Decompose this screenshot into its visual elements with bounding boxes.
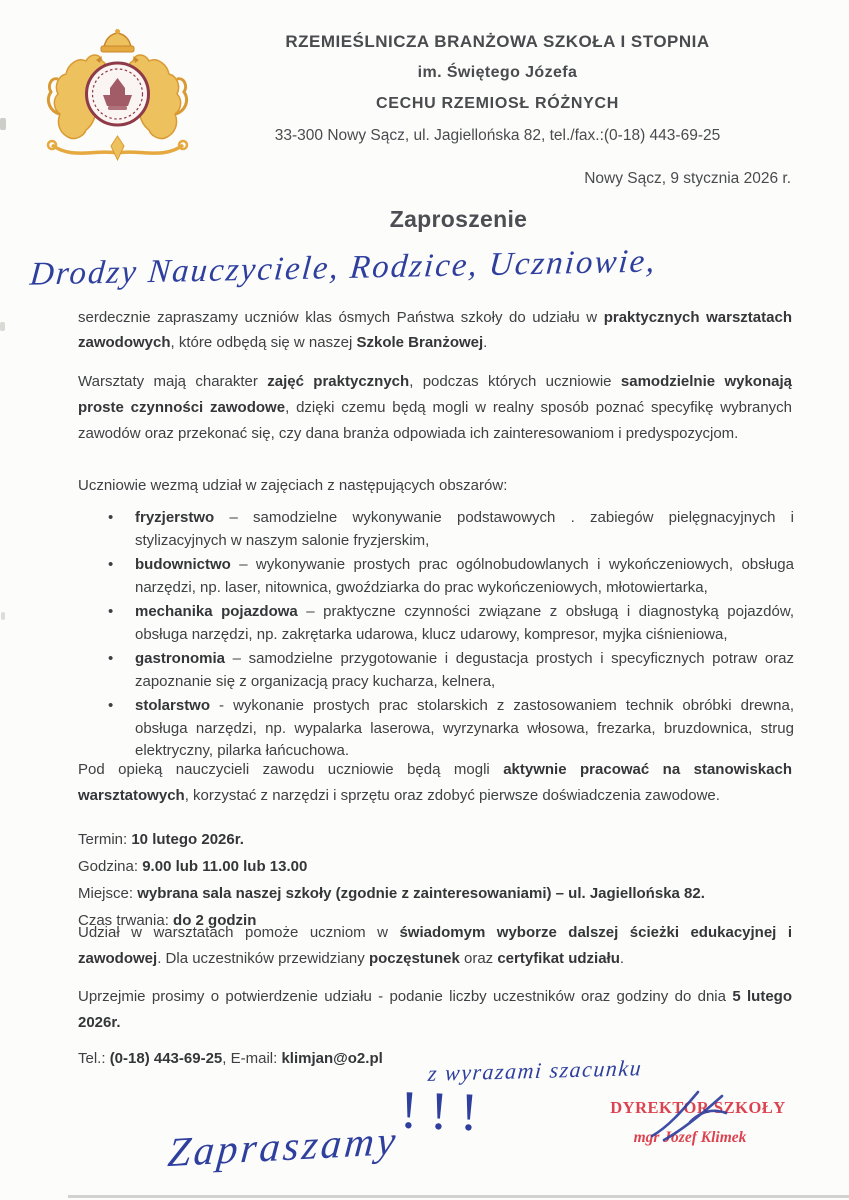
handwritten-exclamations: !!! <box>398 1079 491 1143</box>
scan-artifact <box>0 118 6 130</box>
school-name-line2: im. Świętego Józefa <box>417 64 578 81</box>
contact-line: Tel.: (0-18) 443-69-25, E-mail: klimjan@o2.pl <box>78 1050 383 1067</box>
letterhead <box>200 32 795 145</box>
scan-artifact <box>0 322 5 331</box>
stamp-title: DYREKTOR SZKOŁY <box>610 1098 786 1117</box>
paragraph-confirmation-request: Uprzejmie prosimy o potwierdzenie udziału - podanie liczby uczestników oraz godziny do dnia 5 lutego 2026r. <box>78 988 792 1031</box>
list-item-mechanika-pojazdowa: • mechanika pojazdowa – praktyczne czynności związane z obsługą i diagnostyką pojazdów, obsługa narzędzi, np. zakrętarka udarowa, klucz udarowy, kompresor, myjka ciśnieniowa, <box>104 601 794 646</box>
list-item-gastronomia: • gastronomia – samodzielne przygotowanie i degustacja prostych i specyficznych potraw oraz zapoznanie się z organizacją pracy kucharza, kelnera, <box>104 648 794 693</box>
school-crest-icon <box>40 26 195 166</box>
list-intro: Uczniowie wezmą udział w zajęciach z następujących obszarów: <box>78 477 508 494</box>
list-item-stolarstwo: • stolarstwo - wykonanie prostych prac stolarskich z zastosowaniem technik obróbki drewna, obsługa narzędzi, np. wypalarka laserowa, wyrzynarka włosowa, frezarka, bruzdownica, strug elektryczny, pilarka łańcuchowa. <box>104 695 794 763</box>
dateline: Nowy Sącz, 9 stycznia 2026 r. <box>584 170 791 187</box>
paragraph-invitation: serdecznie zapraszamy uczniów klas ósmych Państwa szkoły do udziału w praktycznych warsztatach zawodowych, które odbędą się w naszej Szkole Branżowej. <box>78 309 792 351</box>
stamp-name: mgr Józef Klimek <box>633 1129 747 1146</box>
detail-miejsce: Miejsce: wybrana sala naszej szkoły (zgodnie z zainteresowaniami) – ul. Jagiellońska 82. <box>78 885 705 902</box>
detail-termin: Termin: 10 lutego 2026r. <box>78 831 244 848</box>
scan-page-edge <box>68 1195 849 1198</box>
workshop-areas-list <box>104 507 794 765</box>
signature-ink <box>642 1082 734 1148</box>
document-title: Zaproszenie <box>389 206 528 232</box>
school-address-line: 33-300 Nowy Sącz, ul. Jagiellońska 82, tel./fax.:(0-18) 443-69-25 <box>274 127 721 144</box>
detail-godzina: Godzina: 9.00 lub 11.00 lub 13.00 <box>78 858 308 875</box>
school-name-line1: RZEMIEŚLNICZA BRANŻOWA SZKOŁA I STOPNIA <box>285 32 710 51</box>
handwritten-closing: z wyrazami szacunku <box>427 1055 644 1086</box>
scan-artifact <box>1 612 5 620</box>
paragraph-supervision: Pod opieką nauczycieli zawodu uczniowie będą mogli aktywnie pracować na stanowiskach warsztatowych, korzystać z narzędzi i sprzętu oraz zdobyć pierwsze doświadczenia zawodowe. <box>78 761 792 804</box>
crown-icon <box>101 29 134 52</box>
paragraph-workshops-description: Warsztaty mają charakter zajęć praktycznych, podczas których uczniowie samodzielnie wykonają proste czynności zawodowe, dzięki czemu będą mogli w realny sposób poznać specyfikę wybranych zawodów oraz przekonać się, czy dana branża odpowiada ich zainteresowaniom i predyspozycjom. <box>78 373 793 442</box>
list-item-fryzjerstwo: • fryzjerstwo – samodzielne wykonywanie podstawowych . zabiegów pielęgnacyjnych i stylizacyjnych w naszym salonie fryzjerskim, <box>104 507 794 552</box>
school-name-line3: CECHU RZEMIOSŁ RÓŻNYCH <box>376 95 619 112</box>
detail-czas-trwania: Czas trwania: do 2 godzin <box>78 912 257 929</box>
flourish-ornament <box>48 136 187 160</box>
handwritten-invite: Zapraszamy <box>166 1116 401 1176</box>
event-details <box>78 826 792 934</box>
list-item-budownictwo: • budownictwo – wykonywanie prostych prac ogólnobudowlanych i wykończeniowych, obsługa narzędzi, np. laser, nitownica, gwoździarka do prac wykończeniowych, młotowiertarka, <box>104 554 794 599</box>
handwritten-greeting: Drodzy Nauczyciele, Rodzice, Uczniowie, <box>28 243 659 293</box>
seal-icon <box>87 63 149 125</box>
paragraph-benefits: Udział w warsztatach pomoże uczniom w świadomym wyborze dalszej ścieżki edukacyjnej i zawodowej. Dla uczestników przewidziany poczęstunek oraz certyfikat udziału. <box>78 924 792 967</box>
